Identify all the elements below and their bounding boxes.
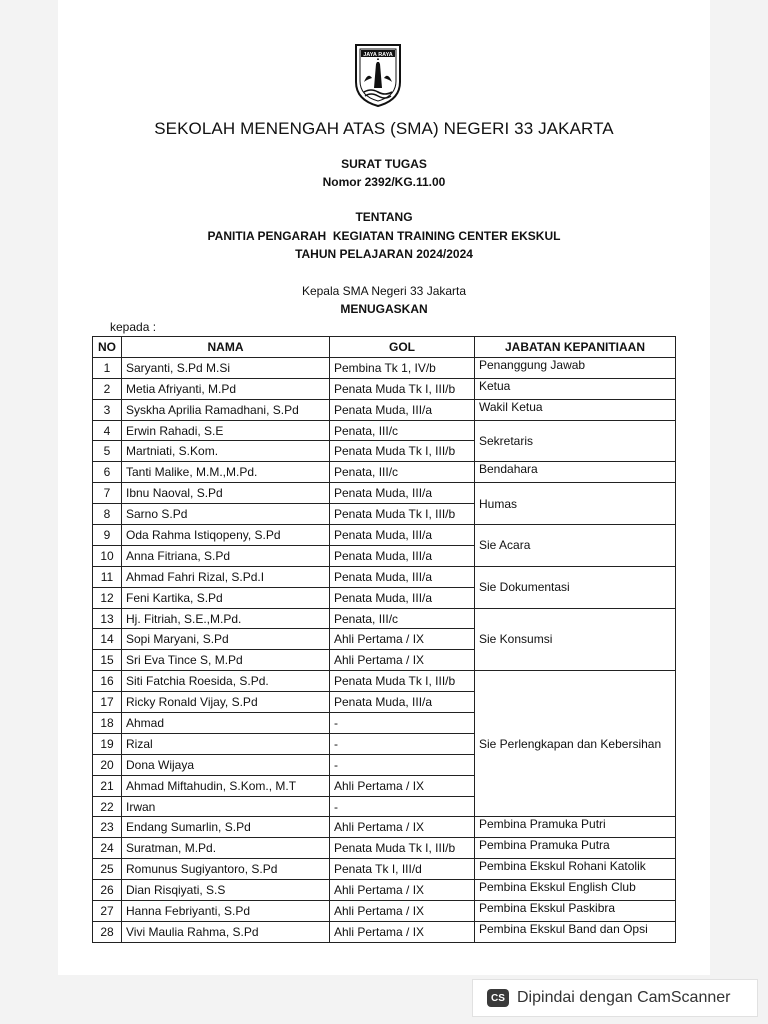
table-row xyxy=(93,838,676,859)
row-gol: Penata Muda Tk I, III/b xyxy=(330,838,475,859)
row-gol: Penata Tk I, III/d xyxy=(330,859,475,880)
row-nama: Endang Sumarlin, S.Pd xyxy=(122,817,330,838)
row-nama: Saryanti, S.Pd M.Si xyxy=(122,357,330,378)
table-row xyxy=(93,671,676,692)
letter-subject: PANITIA PENGARAH KEGIATAN TRAINING CENTER EKSKUL xyxy=(207,229,561,243)
table-row xyxy=(93,608,676,629)
row-gol: Penata Muda Tk I, III/b xyxy=(330,441,475,462)
row-gol: Penata Muda, III/a xyxy=(330,483,475,504)
row-jabatan: Sie Acara xyxy=(475,525,676,567)
row-gol: Pembina Tk 1, IV/b xyxy=(330,357,475,378)
row-jabatan: Pembina Ekskul English Club xyxy=(475,880,676,901)
row-no: 5 xyxy=(93,441,122,462)
row-no: 3 xyxy=(93,399,122,420)
row-no: 21 xyxy=(93,775,122,796)
table-row xyxy=(93,921,676,942)
row-gol: Ahli Pertama / IX xyxy=(330,650,475,671)
row-jabatan: Humas xyxy=(475,483,676,525)
row-no: 10 xyxy=(93,545,122,566)
row-no: 23 xyxy=(93,817,122,838)
row-nama: Oda Rahma Istiqopeny, S.Pd xyxy=(122,525,330,546)
table-row xyxy=(93,420,676,441)
row-nama: Tanti Malike, M.M.,M.Pd. xyxy=(122,462,330,483)
table-row xyxy=(93,880,676,901)
row-nama: Ahmad xyxy=(122,713,330,734)
table-header-row xyxy=(93,337,676,358)
letter-number: Nomor 2392/KG.11.00 xyxy=(322,175,446,189)
row-no: 19 xyxy=(93,733,122,754)
row-gol: Penata, III/c xyxy=(330,608,475,629)
row-gol: - xyxy=(330,796,475,817)
logo-motto: JAYA RAYA xyxy=(363,52,393,58)
row-no: 11 xyxy=(93,566,122,587)
row-nama: Ibnu Naoval, S.Pd xyxy=(122,483,330,504)
row-gol: Ahli Pertama / IX xyxy=(330,629,475,650)
row-nama: Dian Risqiyati, S.S xyxy=(122,880,330,901)
row-gol: Penata Muda, III/a xyxy=(330,587,475,608)
row-gol: Penata Muda Tk I, III/b xyxy=(330,378,475,399)
camscanner-text: Dipindai dengan CamScanner xyxy=(517,989,731,1006)
row-gol: Penata, III/c xyxy=(330,420,475,441)
row-no: 25 xyxy=(93,859,122,880)
row-no: 1 xyxy=(93,357,122,378)
row-no: 6 xyxy=(93,462,122,483)
row-jabatan: Pembina Ekskul Rohani Katolik xyxy=(475,859,676,880)
table-row xyxy=(93,817,676,838)
row-jabatan: Sie Konsumsi xyxy=(475,608,676,671)
row-no: 9 xyxy=(93,525,122,546)
row-no: 20 xyxy=(93,754,122,775)
jakarta-crest-logo xyxy=(352,42,404,108)
row-nama: Sri Eva Tince S, M.Pd xyxy=(122,650,330,671)
row-nama: Rizal xyxy=(122,733,330,754)
row-no: 28 xyxy=(93,921,122,942)
row-jabatan: Ketua xyxy=(475,378,676,399)
table-row xyxy=(93,357,676,378)
header-gol: GOL xyxy=(330,337,475,358)
row-gol: Penata Muda, III/a xyxy=(330,399,475,420)
school-name: SEKOLAH MENENGAH ATAS (SMA) NEGERI 33 JAKARTA xyxy=(154,119,614,138)
row-gol: Ahli Pertama / IX xyxy=(330,775,475,796)
row-jabatan: Wakil Ketua xyxy=(475,399,676,420)
row-jabatan: Pembina Ekskul Band dan Opsi xyxy=(475,921,676,942)
row-nama: Sopi Maryani, S.Pd xyxy=(122,629,330,650)
row-jabatan: Pembina Pramuka Putra xyxy=(475,838,676,859)
row-no: 12 xyxy=(93,587,122,608)
row-nama: Metia Afriyanti, M.Pd xyxy=(122,378,330,399)
row-no: 24 xyxy=(93,838,122,859)
row-jabatan: Pembina Pramuka Putri xyxy=(475,817,676,838)
row-gol: Penata Muda, III/a xyxy=(330,566,475,587)
row-jabatan: Bendahara xyxy=(475,462,676,483)
row-gol: Penata Muda Tk I, III/b xyxy=(330,504,475,525)
row-gol: - xyxy=(330,754,475,775)
header-no: NO xyxy=(93,337,122,358)
row-nama: Anna Fitriana, S.Pd xyxy=(122,545,330,566)
row-no: 16 xyxy=(93,671,122,692)
row-nama: Romunus Sugiyantoro, S.Pd xyxy=(122,859,330,880)
row-nama: Ricky Ronald Vijay, S.Pd xyxy=(122,692,330,713)
row-jabatan: Penanggung Jawab xyxy=(475,357,676,378)
header-nama: NAMA xyxy=(122,337,330,358)
row-nama: Ahmad Miftahudin, S.Kom., M.T xyxy=(122,775,330,796)
letter-year: TAHUN PELAJARAN 2024/2024 xyxy=(295,247,473,261)
row-no: 13 xyxy=(93,608,122,629)
table-row xyxy=(93,378,676,399)
row-nama: Hanna Febriyanti, S.Pd xyxy=(122,901,330,922)
letter-type: SURAT TUGAS xyxy=(341,157,427,171)
row-gol: Penata, III/c xyxy=(330,462,475,483)
camscanner-badge xyxy=(472,979,758,1017)
row-jabatan: Sekretaris xyxy=(475,420,676,462)
row-jabatan: Sie Perlengkapan dan Kebersihan xyxy=(475,671,676,817)
table-row xyxy=(93,901,676,922)
row-gol: Ahli Pertama / IX xyxy=(330,921,475,942)
row-gol: - xyxy=(330,733,475,754)
row-nama: Suratman, M.Pd. xyxy=(122,838,330,859)
letter-issuer: Kepala SMA Negeri 33 Jakarta xyxy=(301,284,467,298)
row-no: 18 xyxy=(93,713,122,734)
row-jabatan: Sie Dokumentasi xyxy=(475,566,676,608)
table-row xyxy=(93,566,676,587)
row-nama: Irwan xyxy=(122,796,330,817)
row-no: 2 xyxy=(93,378,122,399)
row-no: 17 xyxy=(93,692,122,713)
row-nama: Erwin Rahadi, S.E xyxy=(122,420,330,441)
row-no: 26 xyxy=(93,880,122,901)
row-gol: - xyxy=(330,713,475,734)
row-no: 4 xyxy=(93,420,122,441)
table-row xyxy=(93,462,676,483)
committee-table xyxy=(92,336,676,943)
table-row xyxy=(93,859,676,880)
letter-about: TENTANG xyxy=(355,210,413,224)
recipient-label: kepada : xyxy=(110,320,157,334)
row-nama: Dona Wijaya xyxy=(122,754,330,775)
row-no: 22 xyxy=(93,796,122,817)
letter-instruction: MENUGASKAN xyxy=(340,302,428,316)
row-nama: Hj. Fitriah, S.E.,M.Pd. xyxy=(122,608,330,629)
row-nama: Sarno S.Pd xyxy=(122,504,330,525)
table-row xyxy=(93,525,676,546)
row-no: 8 xyxy=(93,504,122,525)
row-no: 15 xyxy=(93,650,122,671)
row-no: 14 xyxy=(93,629,122,650)
row-gol: Ahli Pertama / IX xyxy=(330,817,475,838)
row-gol: Ahli Pertama / IX xyxy=(330,901,475,922)
row-nama: Siti Fatchia Roesida, S.Pd. xyxy=(122,671,330,692)
camscanner-icon: CS xyxy=(487,989,509,1007)
table-row xyxy=(93,483,676,504)
row-gol: Penata Muda Tk I, III/b xyxy=(330,671,475,692)
table-row xyxy=(93,399,676,420)
row-gol: Penata Muda, III/a xyxy=(330,545,475,566)
row-gol: Ahli Pertama / IX xyxy=(330,880,475,901)
row-gol: Penata Muda, III/a xyxy=(330,525,475,546)
row-nama: Vivi Maulia Rahma, S.Pd xyxy=(122,921,330,942)
header-jabatan: JABATAN KEPANITIAAN xyxy=(475,337,676,358)
row-gol: Penata Muda, III/a xyxy=(330,692,475,713)
row-jabatan: Pembina Ekskul Paskibra xyxy=(475,901,676,922)
row-no: 7 xyxy=(93,483,122,504)
row-no: 27 xyxy=(93,901,122,922)
row-nama: Feni Kartika, S.Pd xyxy=(122,587,330,608)
row-nama: Martniati, S.Kom. xyxy=(122,441,330,462)
row-nama: Ahmad Fahri Rizal, S.Pd.I xyxy=(122,566,330,587)
row-nama: Syskha Aprilia Ramadhani, S.Pd xyxy=(122,399,330,420)
